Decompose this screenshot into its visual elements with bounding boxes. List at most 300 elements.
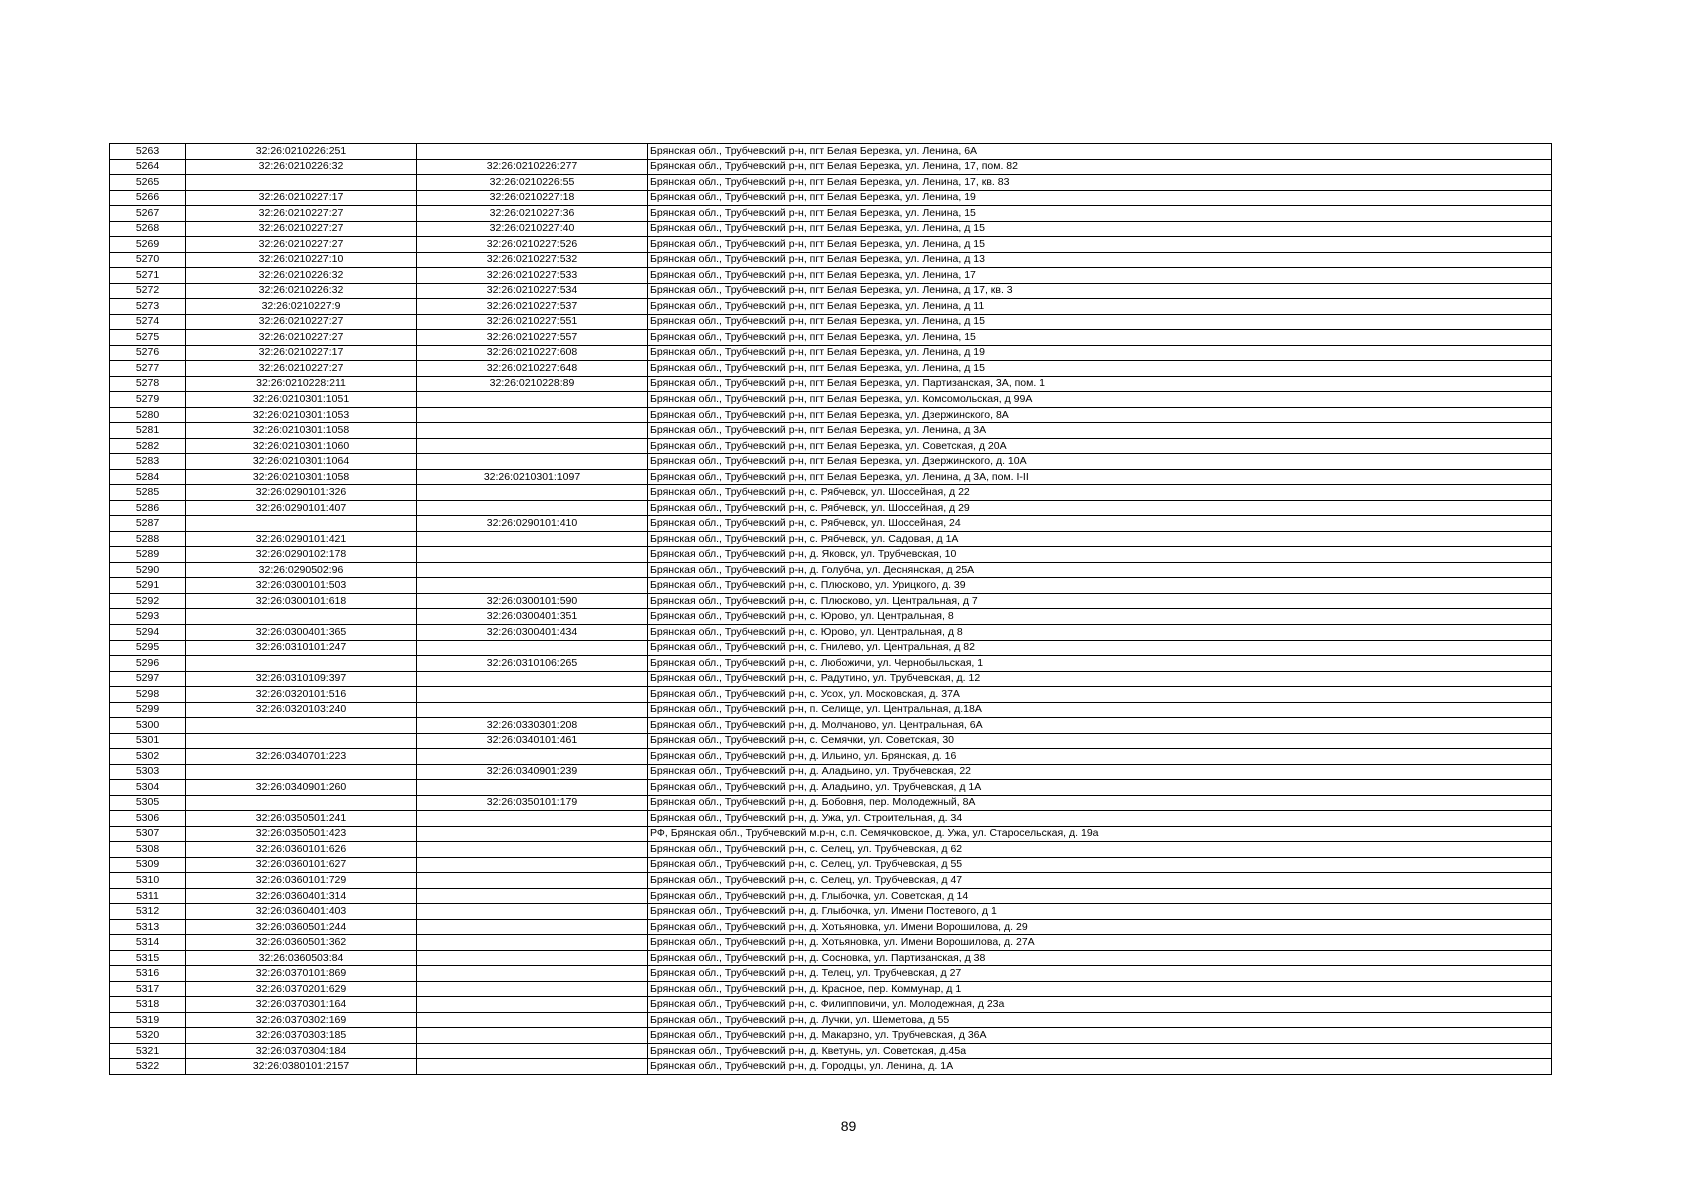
row-number-cell: 5265	[110, 175, 186, 191]
table-row	[110, 1028, 1552, 1044]
table-row	[110, 516, 1552, 532]
row-number-cell: 5282	[110, 438, 186, 454]
object-number-cell: 32:26:0210227:36	[417, 206, 648, 222]
table-row	[110, 454, 1552, 470]
row-number-cell: 5277	[110, 361, 186, 377]
table-row	[110, 624, 1552, 640]
parcel-number-cell: 32:26:0370101:869	[186, 966, 417, 982]
table-row	[110, 175, 1552, 191]
object-number-cell	[417, 423, 648, 439]
parcel-number-cell	[186, 609, 417, 625]
table-row	[110, 826, 1552, 842]
parcel-number-cell: 32:26:0300101:618	[186, 593, 417, 609]
parcel-number-cell: 32:26:0320103:240	[186, 702, 417, 718]
object-number-cell: 32:26:0210228:89	[417, 376, 648, 392]
table-row	[110, 764, 1552, 780]
address-cell: Брянская обл., Трубчевский р-н, с. Усох, ул. Московская, д. 37А	[648, 687, 1552, 703]
object-number-cell: 32:26:0210227:648	[417, 361, 648, 377]
table-row	[110, 144, 1552, 160]
parcel-number-cell: 32:26:0360401:314	[186, 888, 417, 904]
table-row	[110, 671, 1552, 687]
table-row	[110, 268, 1552, 284]
address-cell: Брянская обл., Трубчевский р-н, д. Ужа, ул. Строительная, д. 34	[648, 811, 1552, 827]
object-number-cell	[417, 454, 648, 470]
parcel-number-cell: 32:26:0360501:362	[186, 935, 417, 951]
address-cell: Брянская обл., Трубчевский р-н, д. Аладьино, ул. Трубчевская, д 1А	[648, 780, 1552, 796]
object-number-cell	[417, 500, 648, 516]
address-cell: Брянская обл., Трубчевский р-н, пгт Белая Березка, ул. Партизанская, 3А, пом. 1	[648, 376, 1552, 392]
row-number-cell: 5270	[110, 252, 186, 268]
address-cell: Брянская обл., Трубчевский р-н, д. Макарзно, ул. Трубчевская, д 36А	[648, 1028, 1552, 1044]
row-number-cell: 5309	[110, 857, 186, 873]
object-number-cell	[417, 671, 648, 687]
address-cell: Брянская обл., Трубчевский р-н, пгт Белая Березка, ул. Дзержинского, 8А	[648, 407, 1552, 423]
object-number-cell	[417, 981, 648, 997]
object-number-cell: 32:26:0210227:557	[417, 330, 648, 346]
parcel-number-cell: 32:26:0290101:421	[186, 531, 417, 547]
object-number-cell	[417, 640, 648, 656]
address-cell: Брянская обл., Трубчевский р-н, с. Гнилево, ул. Центральная, д 82	[648, 640, 1552, 656]
table-row	[110, 609, 1552, 625]
object-number-cell	[417, 919, 648, 935]
address-cell: Брянская обл., Трубчевский р-н, д. Глыбочка, ул. Имени Постевого, д 1	[648, 904, 1552, 920]
parcel-number-cell: 32:26:0350501:423	[186, 826, 417, 842]
parcel-number-cell: 32:26:0370201:629	[186, 981, 417, 997]
row-number-cell: 5295	[110, 640, 186, 656]
address-cell: Брянская обл., Трубчевский р-н, д. Красное, пер. Коммунар, д 1	[648, 981, 1552, 997]
address-cell: Брянская обл., Трубчевский р-н, пгт Белая Березка, ул. Ленина, 6А	[648, 144, 1552, 160]
parcel-number-cell: 32:26:0210226:32	[186, 159, 417, 175]
parcel-number-cell: 32:26:0300101:503	[186, 578, 417, 594]
table-row	[110, 857, 1552, 873]
row-number-cell: 5264	[110, 159, 186, 175]
parcel-number-cell: 32:26:0210227:27	[186, 206, 417, 222]
parcel-number-cell: 32:26:0210226:32	[186, 268, 417, 284]
parcel-number-cell: 32:26:0210227:17	[186, 345, 417, 361]
object-number-cell	[417, 780, 648, 796]
table-row	[110, 206, 1552, 222]
table-row	[110, 873, 1552, 889]
address-cell: Брянская обл., Трубчевский р-н, д. Глыбочка, ул. Советская, д 14	[648, 888, 1552, 904]
address-cell: Брянская обл., Трубчевский р-н, д. Телец, ул. Трубчевская, д 27	[648, 966, 1552, 982]
address-cell: Брянская обл., Трубчевский р-н, пгт Белая Березка, ул. Ленина, д 11	[648, 299, 1552, 315]
table-row	[110, 640, 1552, 656]
address-cell: Брянская обл., Трубчевский р-н, пгт Белая Березка, ул. Ленина, 17	[648, 268, 1552, 284]
row-number-cell: 5269	[110, 237, 186, 253]
row-number-cell: 5321	[110, 1043, 186, 1059]
object-number-cell: 32:26:0350101:179	[417, 795, 648, 811]
row-number-cell: 5310	[110, 873, 186, 889]
address-cell: Брянская обл., Трубчевский р-н, пгт Белая Березка, ул. Ленина, д 15	[648, 361, 1552, 377]
row-number-cell: 5313	[110, 919, 186, 935]
address-cell: Брянская обл., Трубчевский р-н, с. Селец, ул. Трубчевская, д 55	[648, 857, 1552, 873]
row-number-cell: 5305	[110, 795, 186, 811]
parcel-number-cell: 32:26:0290101:326	[186, 485, 417, 501]
row-number-cell: 5318	[110, 997, 186, 1013]
table-row	[110, 656, 1552, 672]
object-number-cell	[417, 547, 648, 563]
parcel-number-cell: 32:26:0360101:627	[186, 857, 417, 873]
table-row	[110, 811, 1552, 827]
object-number-cell	[417, 935, 648, 951]
row-number-cell: 5271	[110, 268, 186, 284]
table-row	[110, 361, 1552, 377]
parcel-number-cell: 32:26:0290502:96	[186, 562, 417, 578]
object-number-cell: 32:26:0210227:532	[417, 252, 648, 268]
parcel-number-cell	[186, 733, 417, 749]
object-number-cell	[417, 562, 648, 578]
row-number-cell: 5289	[110, 547, 186, 563]
object-number-cell: 32:26:0300101:590	[417, 593, 648, 609]
object-number-cell	[417, 904, 648, 920]
object-number-cell: 32:26:0210226:55	[417, 175, 648, 191]
table-row	[110, 376, 1552, 392]
table-row	[110, 299, 1552, 315]
address-cell: Брянская обл., Трубчевский р-н, с. Селец, ул. Трубчевская, д 47	[648, 873, 1552, 889]
object-number-cell	[417, 531, 648, 547]
parcel-number-cell: 32:26:0210301:1060	[186, 438, 417, 454]
table-row	[110, 950, 1552, 966]
row-number-cell: 5308	[110, 842, 186, 858]
table-row	[110, 904, 1552, 920]
row-number-cell: 5320	[110, 1028, 186, 1044]
table-row	[110, 919, 1552, 935]
parcel-number-cell: 32:26:0310101:247	[186, 640, 417, 656]
object-number-cell	[417, 842, 648, 858]
address-cell: Брянская обл., Трубчевский р-н, пгт Белая Березка, ул. Ленина, д 15	[648, 221, 1552, 237]
parcel-number-cell: 32:26:0210227:9	[186, 299, 417, 315]
parcel-number-cell: 32:26:0300401:365	[186, 624, 417, 640]
row-number-cell: 5272	[110, 283, 186, 299]
address-cell: Брянская обл., Трубчевский р-н, с. Плюсково, ул. Урицкого, д. 39	[648, 578, 1552, 594]
row-number-cell: 5281	[110, 423, 186, 439]
row-number-cell: 5275	[110, 330, 186, 346]
address-cell: Брянская обл., Трубчевский р-н, пгт Белая Березка, ул. Ленина, 17, кв. 83	[648, 175, 1552, 191]
row-number-cell: 5279	[110, 392, 186, 408]
row-number-cell: 5284	[110, 469, 186, 485]
parcel-number-cell	[186, 175, 417, 191]
address-cell: Брянская обл., Трубчевский р-н, пгт Белая Березка, ул. Комсомольская, д 99А	[648, 392, 1552, 408]
address-cell: Брянская обл., Трубчевский р-н, д. Молчаново, ул. Центральная, 6А	[648, 718, 1552, 734]
parcel-number-cell: 32:26:0320101:516	[186, 687, 417, 703]
row-number-cell: 5288	[110, 531, 186, 547]
table-row	[110, 237, 1552, 253]
address-cell: Брянская обл., Трубчевский р-н, с. Рябчевск, ул. Шоссейная, д 29	[648, 500, 1552, 516]
table-row	[110, 935, 1552, 951]
parcel-number-cell	[186, 764, 417, 780]
address-cell: Брянская обл., Трубчевский р-н, с. Филипповичи, ул. Молодежная, д 23а	[648, 997, 1552, 1013]
parcel-number-cell: 32:26:0210301:1058	[186, 423, 417, 439]
parcel-number-cell: 32:26:0360501:244	[186, 919, 417, 935]
table-row	[110, 500, 1552, 516]
table-row	[110, 547, 1552, 563]
table-row	[110, 252, 1552, 268]
address-cell: Брянская обл., Трубчевский р-н, д. Сосновка, ул. Партизанская, д 38	[648, 950, 1552, 966]
address-cell: Брянская обл., Трубчевский р-н, пгт Белая Березка, ул. Ленина, д 3А, пом. I-II	[648, 469, 1552, 485]
object-number-cell: 32:26:0210227:534	[417, 283, 648, 299]
table-row	[110, 578, 1552, 594]
table-row	[110, 842, 1552, 858]
row-number-cell: 5304	[110, 780, 186, 796]
parcel-number-cell: 32:26:0210226:32	[186, 283, 417, 299]
address-cell: Брянская обл., Трубчевский р-н, пгт Белая Березка, ул. Ленина, 19	[648, 190, 1552, 206]
parcel-number-cell: 32:26:0380101:2157	[186, 1059, 417, 1075]
object-number-cell	[417, 578, 648, 594]
address-cell: Брянская обл., Трубчевский р-н, с. Селец, ул. Трубчевская, д 62	[648, 842, 1552, 858]
object-number-cell: 32:26:0300401:351	[417, 609, 648, 625]
address-cell: Брянская обл., Трубчевский р-н, пгт Белая Березка, ул. Ленина, д 15	[648, 237, 1552, 253]
address-cell: Брянская обл., Трубчевский р-н, д. Городцы, ул. Ленина, д. 1А	[648, 1059, 1552, 1075]
row-number-cell: 5300	[110, 718, 186, 734]
parcel-number-cell: 32:26:0210227:27	[186, 330, 417, 346]
table-row	[110, 981, 1552, 997]
table-row	[110, 749, 1552, 765]
row-number-cell: 5302	[110, 749, 186, 765]
object-number-cell	[417, 702, 648, 718]
table-row	[110, 283, 1552, 299]
object-number-cell: 32:26:0210227:537	[417, 299, 648, 315]
table-row	[110, 687, 1552, 703]
row-number-cell: 5315	[110, 950, 186, 966]
row-number-cell: 5263	[110, 144, 186, 160]
address-cell: Брянская обл., Трубчевский р-н, пгт Белая Березка, ул. Дзержинского, д. 10А	[648, 454, 1552, 470]
table-row	[110, 966, 1552, 982]
parcel-number-cell	[186, 516, 417, 532]
table-row	[110, 702, 1552, 718]
parcel-number-cell: 32:26:0370303:185	[186, 1028, 417, 1044]
row-number-cell: 5307	[110, 826, 186, 842]
table-row	[110, 345, 1552, 361]
row-number-cell: 5286	[110, 500, 186, 516]
address-cell: Брянская обл., Трубчевский р-н, д. Лучки, ул. Шеметова, д 55	[648, 1012, 1552, 1028]
object-number-cell: 32:26:0340101:461	[417, 733, 648, 749]
table-row	[110, 423, 1552, 439]
address-cell: Брянская обл., Трубчевский р-н, с. Рябчевск, ул. Шоссейная, д 22	[648, 485, 1552, 501]
table-row	[110, 190, 1552, 206]
parcel-number-cell: 32:26:0370302:169	[186, 1012, 417, 1028]
object-number-cell	[417, 826, 648, 842]
row-number-cell: 5316	[110, 966, 186, 982]
address-cell: Брянская обл., Трубчевский р-н, с. Рябчевск, ул. Садовая, д 1А	[648, 531, 1552, 547]
parcel-number-cell: 32:26:0210228:211	[186, 376, 417, 392]
table-row	[110, 733, 1552, 749]
address-cell: Брянская обл., Трубчевский р-н, с. Рябчевск, ул. Шоссейная, 24	[648, 516, 1552, 532]
row-number-cell: 5276	[110, 345, 186, 361]
address-cell: Брянская обл., Трубчевский р-н, д. Кветунь, ул. Советская, д.45а	[648, 1043, 1552, 1059]
parcel-number-cell: 32:26:0340701:223	[186, 749, 417, 765]
row-number-cell: 5296	[110, 656, 186, 672]
object-number-cell: 32:26:0210301:1097	[417, 469, 648, 485]
object-number-cell	[417, 857, 648, 873]
parcel-number-cell: 32:26:0310109:397	[186, 671, 417, 687]
object-number-cell	[417, 485, 648, 501]
object-number-cell: 32:26:0210227:551	[417, 314, 648, 330]
row-number-cell: 5268	[110, 221, 186, 237]
table-row	[110, 407, 1552, 423]
parcel-number-cell: 32:26:0350501:241	[186, 811, 417, 827]
row-number-cell: 5274	[110, 314, 186, 330]
object-number-cell	[417, 407, 648, 423]
object-number-cell	[417, 144, 648, 160]
parcel-number-cell: 32:26:0210301:1058	[186, 469, 417, 485]
table-row	[110, 997, 1552, 1013]
table-row	[110, 469, 1552, 485]
parcel-number-cell: 32:26:0360401:403	[186, 904, 417, 920]
row-number-cell: 5285	[110, 485, 186, 501]
object-number-cell: 32:26:0210227:533	[417, 268, 648, 284]
row-number-cell: 5314	[110, 935, 186, 951]
object-number-cell	[417, 1059, 648, 1075]
table-row	[110, 718, 1552, 734]
row-number-cell: 5293	[110, 609, 186, 625]
parcel-number-cell	[186, 656, 417, 672]
address-cell: Брянская обл., Трубчевский р-н, д. Аладьино, ул. Трубчевская, 22	[648, 764, 1552, 780]
address-cell: Брянская обл., Трубчевский р-н, пгт Белая Березка, ул. Ленина, д 19	[648, 345, 1552, 361]
parcel-number-cell	[186, 718, 417, 734]
object-number-cell: 32:26:0210227:526	[417, 237, 648, 253]
table-row	[110, 1059, 1552, 1075]
table-row	[110, 780, 1552, 796]
table-row	[110, 593, 1552, 609]
row-number-cell: 5303	[110, 764, 186, 780]
object-number-cell: 32:26:0210227:18	[417, 190, 648, 206]
address-cell: Брянская обл., Трубчевский р-н, пгт Белая Березка, ул. Ленина, 15	[648, 330, 1552, 346]
row-number-cell: 5312	[110, 904, 186, 920]
address-cell: Брянская обл., Трубчевский р-н, пгт Белая Березка, ул. Ленина, д 17, кв. 3	[648, 283, 1552, 299]
parcel-number-cell: 32:26:0290102:178	[186, 547, 417, 563]
row-number-cell: 5273	[110, 299, 186, 315]
table-row	[110, 795, 1552, 811]
parcel-number-cell: 32:26:0210227:27	[186, 314, 417, 330]
object-number-cell	[417, 873, 648, 889]
table-row	[110, 314, 1552, 330]
row-number-cell: 5297	[110, 671, 186, 687]
parcel-number-cell: 32:26:0210227:27	[186, 221, 417, 237]
table-row	[110, 531, 1552, 547]
object-number-cell	[417, 888, 648, 904]
row-number-cell: 5280	[110, 407, 186, 423]
object-number-cell: 32:26:0210227:40	[417, 221, 648, 237]
parcel-number-cell: 32:26:0370301:164	[186, 997, 417, 1013]
parcel-number-cell: 32:26:0210301:1053	[186, 407, 417, 423]
parcel-number-cell: 32:26:0210227:10	[186, 252, 417, 268]
address-cell: Брянская обл., Трубчевский р-н, пгт Белая Березка, ул. Ленина, 17, пом. 82	[648, 159, 1552, 175]
row-number-cell: 5322	[110, 1059, 186, 1075]
object-number-cell	[417, 687, 648, 703]
row-number-cell: 5292	[110, 593, 186, 609]
address-cell: Брянская обл., Трубчевский р-н, с. Радутино, ул. Трубчевская, д. 12	[648, 671, 1552, 687]
parcel-number-cell	[186, 795, 417, 811]
parcel-number-cell: 32:26:0210227:27	[186, 361, 417, 377]
row-number-cell: 5267	[110, 206, 186, 222]
table-row	[110, 562, 1552, 578]
address-cell: Брянская обл., Трубчевский р-н, с. Любожичи, ул. Чернобыльская, 1	[648, 656, 1552, 672]
table-row	[110, 330, 1552, 346]
parcel-number-cell: 32:26:0210301:1064	[186, 454, 417, 470]
address-cell: Брянская обл., Трубчевский р-н, с. Юрово, ул. Центральная, д 8	[648, 624, 1552, 640]
address-cell: Брянская обл., Трубчевский р-н, с. Семячки, ул. Советская, 30	[648, 733, 1552, 749]
row-number-cell: 5283	[110, 454, 186, 470]
object-number-cell: 32:26:0340901:239	[417, 764, 648, 780]
object-number-cell: 32:26:0310106:265	[417, 656, 648, 672]
object-number-cell: 32:26:0290101:410	[417, 516, 648, 532]
object-number-cell	[417, 1043, 648, 1059]
object-number-cell	[417, 1028, 648, 1044]
table-row	[110, 438, 1552, 454]
object-number-cell	[417, 392, 648, 408]
parcel-number-cell: 32:26:0360101:729	[186, 873, 417, 889]
address-cell: Брянская обл., Трубчевский р-н, пгт Белая Березка, ул. Ленина, 15	[648, 206, 1552, 222]
row-number-cell: 5317	[110, 981, 186, 997]
address-cell: Брянская обл., Трубчевский р-н, д. Ильино, ул. Брянская, д. 16	[648, 749, 1552, 765]
address-cell: Брянская обл., Трубчевский р-н, с. Плюсково, ул. Центральная, д 7	[648, 593, 1552, 609]
parcel-number-cell: 32:26:0360101:626	[186, 842, 417, 858]
address-cell: Брянская обл., Трубчевский р-н, пгт Белая Березка, ул. Ленина, д 3А	[648, 423, 1552, 439]
row-number-cell: 5301	[110, 733, 186, 749]
object-number-cell: 32:26:0300401:434	[417, 624, 648, 640]
table-row	[110, 221, 1552, 237]
row-number-cell: 5266	[110, 190, 186, 206]
address-cell: Брянская обл., Трубчевский р-н, пгт Белая Березка, ул. Советская, д 20А	[648, 438, 1552, 454]
parcel-number-cell: 32:26:0340901:260	[186, 780, 417, 796]
row-number-cell: 5287	[110, 516, 186, 532]
row-number-cell: 5278	[110, 376, 186, 392]
address-cell: Брянская обл., Трубчевский р-н, д. Голубча, ул. Деснянская, д 25А	[648, 562, 1552, 578]
object-number-cell: 32:26:0330301:208	[417, 718, 648, 734]
table-row	[110, 1043, 1552, 1059]
parcel-number-cell: 32:26:0210227:27	[186, 237, 417, 253]
address-cell: Брянская обл., Трубчевский р-н, д. Бобовня, пер. Молодежный, 8А	[648, 795, 1552, 811]
row-number-cell: 5299	[110, 702, 186, 718]
address-cell: Брянская обл., Трубчевский р-н, пгт Белая Березка, ул. Ленина, д 15	[648, 314, 1552, 330]
address-cell: Брянская обл., Трубчевский р-н, д. Яковск, ул. Трубчевская, 10	[648, 547, 1552, 563]
parcel-number-cell: 32:26:0370304:184	[186, 1043, 417, 1059]
row-number-cell: 5294	[110, 624, 186, 640]
object-number-cell	[417, 997, 648, 1013]
row-number-cell: 5291	[110, 578, 186, 594]
row-number-cell: 5311	[110, 888, 186, 904]
register-table-body	[110, 144, 1552, 1075]
address-cell: РФ, Брянская обл., Трубчевский м.р-н, с.п. Семячковское, д. Ужа, ул. Старосельская, д. 19а	[648, 826, 1552, 842]
table-row	[110, 1012, 1552, 1028]
page-number: 89	[840, 1118, 857, 1134]
address-cell: Брянская обл., Трубчевский р-н, п. Селище, ул. Центральная, д.18А	[648, 702, 1552, 718]
row-number-cell: 5306	[110, 811, 186, 827]
parcel-number-cell: 32:26:0360503:84	[186, 950, 417, 966]
table-row	[110, 159, 1552, 175]
register-table	[109, 143, 1552, 1075]
address-cell: Брянская обл., Трубчевский р-н, д. Хотьяновка, ул. Имени Ворошилова, д. 29	[648, 919, 1552, 935]
parcel-number-cell: 32:26:0210226:251	[186, 144, 417, 160]
object-number-cell: 32:26:0210226:277	[417, 159, 648, 175]
table-row	[110, 888, 1552, 904]
object-number-cell	[417, 749, 648, 765]
object-number-cell: 32:26:0210227:608	[417, 345, 648, 361]
table-row	[110, 392, 1552, 408]
parcel-number-cell: 32:26:0210227:17	[186, 190, 417, 206]
parcel-number-cell: 32:26:0290101:407	[186, 500, 417, 516]
object-number-cell	[417, 438, 648, 454]
table-row	[110, 485, 1552, 501]
address-cell: Брянская обл., Трубчевский р-н, д. Хотьяновка, ул. Имени Ворошилова, д. 27А	[648, 935, 1552, 951]
address-cell: Брянская обл., Трубчевский р-н, с. Юрово, ул. Центральная, 8	[648, 609, 1552, 625]
object-number-cell	[417, 966, 648, 982]
object-number-cell	[417, 1012, 648, 1028]
address-cell: Брянская обл., Трубчевский р-н, пгт Белая Березка, ул. Ленина, д 13	[648, 252, 1552, 268]
object-number-cell	[417, 811, 648, 827]
object-number-cell	[417, 950, 648, 966]
row-number-cell: 5290	[110, 562, 186, 578]
